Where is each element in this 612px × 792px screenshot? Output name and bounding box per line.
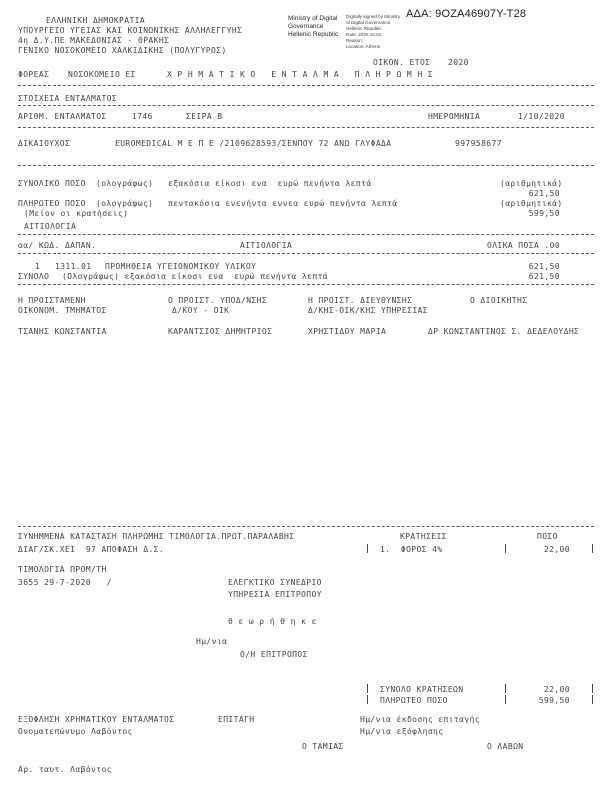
signatory3-subtitle: Δ/ΚΗΣ-ΟΙΚ/ΚΗΣ ΥΠΗΡΕΣΙΑΣ (308, 306, 428, 315)
agency-republic: ΕΛΛΗΝΙΚΗ ΔΗΜΟΚΡΑΤΙΑ (46, 16, 146, 25)
signatory2-subtitle: Δ/ΚΟΥ - ΟΙΚ (172, 306, 230, 315)
payable-amount-value: 599,50 (528, 209, 560, 218)
separator (18, 85, 594, 86)
supplier-invoices-label: ΤΙΜΟΛΟΓΙΑ ΠΡΟΜ/ΤΗ (18, 565, 107, 574)
beneficiary-value: EUROMEDICAL Μ Ε Π Ε /2109628593/ΣΕΝΠΟΥ 72 ΑΝΩ ΓΛΥΦΑΔΑ (115, 139, 392, 148)
recipient-id-label: Αρ. ταυτ. Λαβόντος (18, 765, 112, 774)
order-date-value: 1/10/2020 (518, 112, 565, 121)
separator (18, 234, 594, 235)
beneficiary-label: ΔΙΚΑΙΟΥΧΟΣ (18, 139, 71, 148)
signatory1-title: Η ΠΡΟΙΣΤΑΜΕΝΗ (18, 296, 86, 305)
payable-amount-words: πεντακόσια ενενήντα εννεα ευρώ πενήντα λεπτά (168, 199, 398, 208)
fiscal-year-value: 2020 (448, 58, 469, 67)
net-payable-value: 599,50 (538, 696, 570, 705)
agency-ministry: ΥΠΟΥΡΓΕΙΟ ΥΓΕΙΑΣ ΚΑΙ ΚΟΙΝΩΝΙΚΗΣ ΑΛΛΗΛΕΓΓΥΗΣ (18, 26, 243, 35)
agency-hospital: ΓΕΝΙΚΟ ΝΟΣΟΚΟΜΕΙΟ ΧΑΛΚΙΔΙΚΗΣ (ΠΟΛΥΓΥΡΟΣ) (18, 46, 227, 55)
stamp-agency-line1: Ministry of Digital (288, 15, 338, 22)
signatory3-name: ΧΡΗΣΤΙΔΟΥ ΜΑΡΙΑ (308, 327, 387, 336)
stamp-sig-line6: Location: Athens (346, 44, 380, 49)
audit-court-line2: ΥΠΗΡΕΣΙΑ ΕΠΙΤΡΟΠΟΥ (228, 590, 322, 599)
stamp-sig-line2: of Digital Governance, (346, 20, 392, 25)
tax-deduction-value: 22,00 (543, 545, 570, 554)
attachments-decision: ΔΙΑΓ/ΣΚ.ΧΕΙ 97 ΑΠΟΦΑΣΗ Δ.Σ. (18, 545, 165, 554)
stamp-sig-line3: Hellenic Republic (346, 26, 382, 31)
numeric-label: (αριθμητικά) (500, 179, 563, 188)
numeric-label: (αριθμητικά) (500, 199, 563, 208)
page-title: Χ Ρ Η Μ Α Τ Ι Κ Ο Ε Ν Τ Α Λ Μ Α Π Λ Η Ρ Ω Μ Η Σ (166, 70, 434, 79)
minus-deductions-note: (Μείον οι κρατήσεις) (24, 209, 129, 218)
signatory3-title: Η ΠΡΟΙΣΤ. ΔΙΕΥΘΥΝΣΗΣ (308, 296, 413, 305)
cashier-label: Ο ΤΑΜΙΑΣ (302, 742, 344, 751)
agency-region: 4η Δ.Υ.ΠΕ ΜΑΚΕΔΟΝΙΑΣ - ΘΡΑΚΗΣ (18, 36, 170, 45)
row-amount: 621,50 (528, 262, 560, 271)
total-deductions-value: 22,00 (543, 685, 570, 694)
cell-divider (367, 544, 368, 553)
table-col-reason: ΑΙΤΙΟΛΟΓΙΑ (240, 241, 293, 250)
audit-court-line1: ΕΛΕΓΚΤΙΚΟ ΣΥΝΕΔΡΙΟ (228, 578, 322, 587)
cell-divider (592, 684, 593, 693)
cheque-label: ΕΠΙΤΑΓΗ (218, 715, 255, 724)
signatory1-subtitle: ΟΙΚΟΝΟΜ. ΤΜΗΜΑΤΟΣ (18, 306, 107, 315)
stamp-agency-line3: Hellenic Republic (288, 31, 339, 38)
cell-divider (592, 544, 593, 553)
tax-deduction-label: 1. ΦΟΡΟΣ 4% (380, 545, 443, 554)
order-number-value: 1746 (132, 112, 153, 121)
signatory4-title: Ο ΔΙΟΙΚΗΤΗΣ (470, 296, 528, 305)
beneficiary-afm: 997958677 (455, 139, 502, 148)
in-words-label: (ολογράφως) (96, 179, 154, 188)
supplier-invoice-number: 3655 29-7-2020 / (18, 578, 112, 587)
table-sum-words: (Ολογράφως) εξακόσια είκοσι ενα ευρώ πενήντα λεπτά (62, 272, 329, 281)
fiscal-year-label: ΟΙΚΟΝ. ΕΤΟΣ (373, 58, 431, 67)
stamp-sig-line5: Reason: (346, 38, 364, 43)
signatory2-title: Ο ΠΡΟΙΣΤ. ΥΠΟΔ/ΝΣΗΣ (168, 296, 268, 305)
signatory4-name: ΔΡ ΚΩΝΣΤΑΝΤΙΝΟΣ Σ. ΔΕΔΕΛΟΥΔΗΣ (428, 327, 580, 336)
cell-divider (505, 695, 506, 704)
attachments-header: ΣΥΝΗΜΜΕΝΑ ΚΑΤΑΣΤΑΣΗ ΠΛΗΡΩΜΗΣ ΤΙΜΟΛΟΓΙΑ.ΠΡΩΤ.ΠΑΡΑΛΑΒΗΣ (18, 532, 295, 541)
cell-divider (505, 684, 506, 693)
audit-commissioner-label: Ο/Η ΕΠΙΤΡΟΠΟΣ (240, 650, 308, 659)
order-section-label: ΣΤΟΙΧΕΙΑ ΕΝΤΑΛΜΑΤΟΣ (18, 94, 118, 103)
table-sum-value: 621,50 (528, 272, 560, 281)
signatory2-name: ΚΑΡΑΝΤΣΙΟΣ ΔΗΜΗΤΡΙΟΣ (168, 327, 273, 336)
separator (18, 127, 594, 128)
table-col-code: αα/ ΚΩΔ. ΔΑΠΑΝ. (18, 241, 97, 250)
cell-divider (592, 695, 593, 704)
table-col-amounts: ΟΛΙΚΑ ΠΟΣΑ .00 (487, 241, 561, 250)
separator (18, 253, 594, 254)
row-index: 1 (35, 262, 41, 271)
order-number-label: ΑΡΙΘΜ. ΕΝΤΑΛΜΑΤΟΣ (18, 112, 107, 121)
table-sum-label: ΣΥΝΟΛΟ (18, 272, 50, 281)
total-deductions-label: ΣΥΝΟΛΟ ΚΡΑΤΗΣΕΩΝ (380, 685, 464, 694)
separator (18, 105, 594, 106)
stamp-agency-line2: Governance (288, 23, 324, 30)
settlement-date-label: Ημ/νια εξόφλησης (360, 727, 444, 736)
signatory1-name: ΤΣΑΝΗΣ ΚΩΝΣΤΑΝΤΙΑ (18, 327, 107, 336)
in-words-label: (ολογράφως) (96, 199, 154, 208)
payable-amount-label: ΠΛΗΡΩΤΕΟ ΠΟΣΟ (18, 199, 86, 208)
reason-label: ΑΙΤΙΟΛΟΓΙΑ (24, 222, 77, 231)
total-amount-value: 621,50 (528, 189, 560, 198)
total-amount-words: εξακόσια είκοσι ενα ευρώ πενήντα λεπτά (168, 179, 372, 188)
cell-divider (505, 544, 506, 553)
settlement-title: ΕΞΟΦΛΗΣΗ ΧΡΗΜΑΤΙΚΟΥ ΕΝΤΑΛΜΑΤΟΣ (18, 715, 175, 724)
audit-approved-text: θ ε ω ρ ή θ η κ ε (228, 617, 317, 626)
cheque-issue-date-label: Ημ/νια έκδοσης επιταγής (360, 715, 480, 724)
total-amount-label: ΣΥΝΟΛΙΚΟ ΠΟΣΟ (18, 179, 86, 188)
receiver-label: Ο ΛΑΒΩΝ (487, 742, 524, 751)
order-date-label: ΗΜΕΡΟΜΗΝΙΑ (428, 112, 481, 121)
cell-divider (367, 695, 368, 704)
recipient-name-label: Ονοματεπώνυμο Λαβόντος (18, 727, 133, 736)
cell-divider (367, 684, 368, 693)
separator (18, 284, 594, 285)
row-expense-code: 1311.01 (55, 262, 92, 271)
separator (18, 165, 594, 166)
order-series: ΣΕΙΡΑ Β (186, 112, 223, 121)
entity-value: ΝΟΣΟΚΟΜΕΙΟ ΕΣ (68, 70, 136, 79)
amount-col-label: ΠΟΣΟ (537, 532, 558, 541)
stamp-sig-line1: Digitally signed by Ministry (346, 14, 401, 19)
ada-code: ΑΔΑ: 9ΟΖΑ46907Υ-Τ28 (406, 8, 527, 20)
row-description: ΠΡΟΜΗΘΕΙΑ ΥΓΕΙΟΝΟΜΙΚΟΥ ΥΛΙΚΟΥ (105, 262, 257, 271)
net-payable-label: ΠΛΗΡΩΤΕΟ ΠΟΣΟ (380, 696, 448, 705)
stamp-sig-line4: Date: 2020.10.01 (346, 32, 382, 37)
entity-label: ΦΟΡΕΑΣ (18, 70, 50, 79)
separator (18, 526, 594, 527)
audit-date-label: Ημ/νια (196, 637, 228, 646)
deductions-col-label: ΚΡΑΤΗΣΕΙΣ (400, 532, 447, 541)
